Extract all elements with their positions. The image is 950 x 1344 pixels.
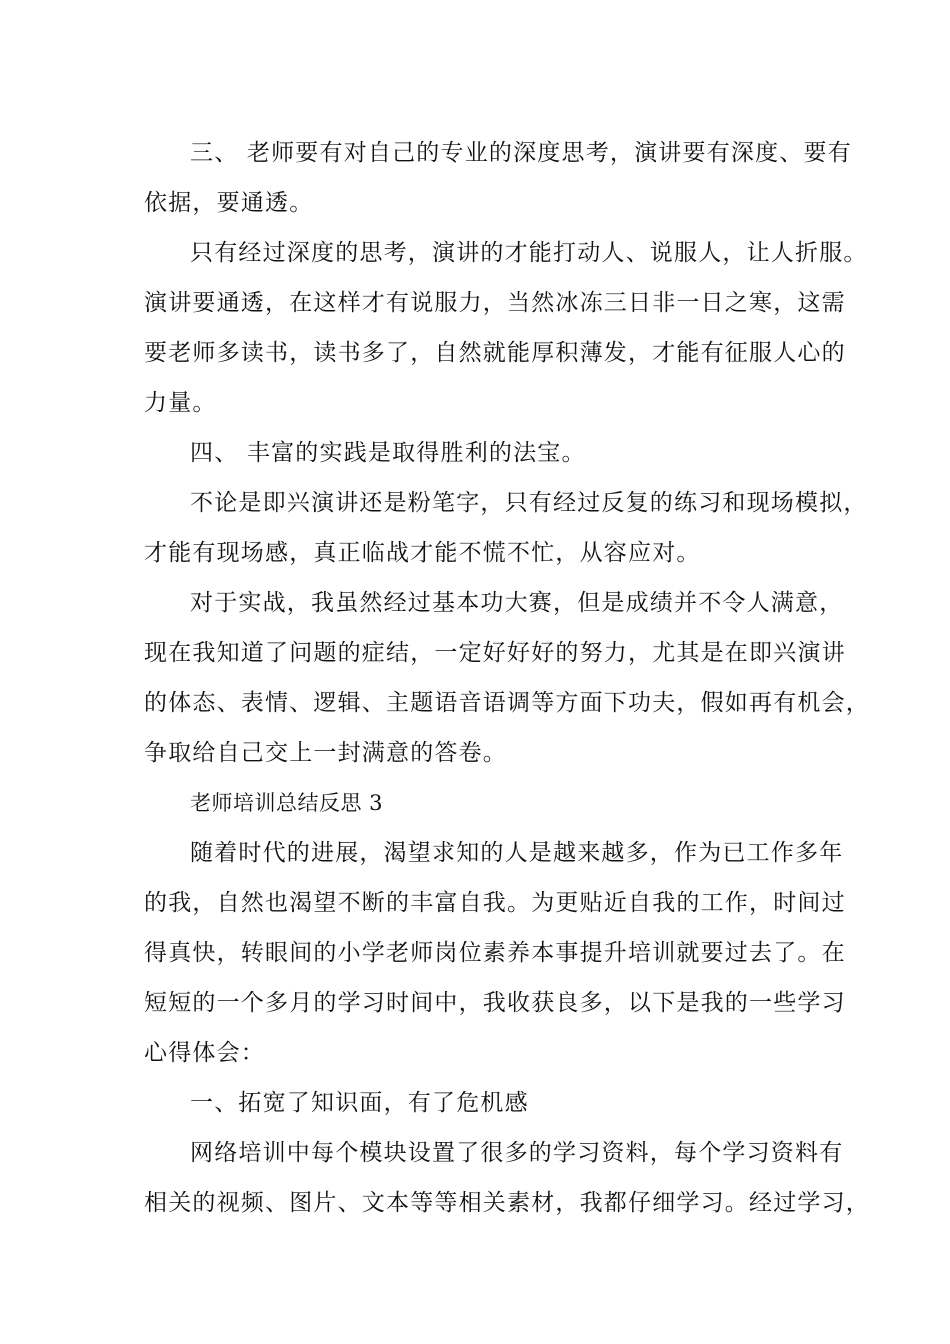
paragraph-line: 的体态、表情、逻辑、主题语音语调等方面下功夫，假如再有机会，	[144, 690, 870, 716]
paragraph-line: 一、拓宽了知识面，有了危机感	[190, 1090, 529, 1116]
paragraph-line: 现在我知道了问题的症结，一定好好好的努力，尤其是在即兴演讲	[144, 640, 846, 666]
paragraph-line: 只有经过深度的思考，演讲的才能打动人、说服人，让人折服。	[190, 240, 868, 266]
paragraph-line: 随着时代的进展，渴望求知的人是越来越多，作为已工作多年	[190, 840, 844, 866]
paragraph-line: 四、 丰富的实践是取得胜利的法宝。	[190, 440, 586, 466]
paragraph-line: 才能有现场感，真正临战才能不慌不忙，从容应对。	[144, 540, 701, 566]
paragraph-line: 相关的视频、图片、文本等等相关素材，我都仔细学习。经过学习，	[144, 1190, 870, 1216]
section-heading: 老师培训总结反思 3	[190, 791, 384, 815]
paragraph-line: 争取给自己交上一封满意的答卷。	[144, 740, 507, 766]
paragraph-line: 对于实战，我虽然经过基本功大赛，但是成绩并不令人满意，	[190, 590, 844, 616]
paragraph-line: 的我，自然也渴望不断的丰富自我。为更贴近自我的工作，时间过	[144, 890, 846, 916]
paragraph-line: 依据，要通透。	[144, 190, 314, 216]
paragraph-line: 不论是即兴演讲还是粉笔字，只有经过反复的练习和现场模拟，	[190, 490, 868, 516]
paragraph-line: 演讲要通透，在这样才有说服力，当然冰冻三日非一日之寒，这需	[144, 290, 846, 316]
paragraph-line: 心得体会：	[144, 1040, 265, 1066]
paragraph-line: 短短的一个多月的学习时间中，我收获良多，以下是我的一些学习	[144, 990, 846, 1016]
paragraph-line: 得真快，转眼间的小学老师岗位素养本事提升培训就要过去了。在	[144, 940, 846, 966]
paragraph-line: 三、 老师要有对自己的专业的深度思考，演讲要有深度、要有	[190, 140, 852, 166]
paragraph-line: 网络培训中每个模块设置了很多的学习资料，每个学习资料有	[190, 1140, 844, 1166]
paragraph-line: 要老师多读书，读书多了，自然就能厚积薄发，才能有征服人心的	[144, 340, 846, 366]
paragraph-line: 力量。	[144, 390, 217, 416]
